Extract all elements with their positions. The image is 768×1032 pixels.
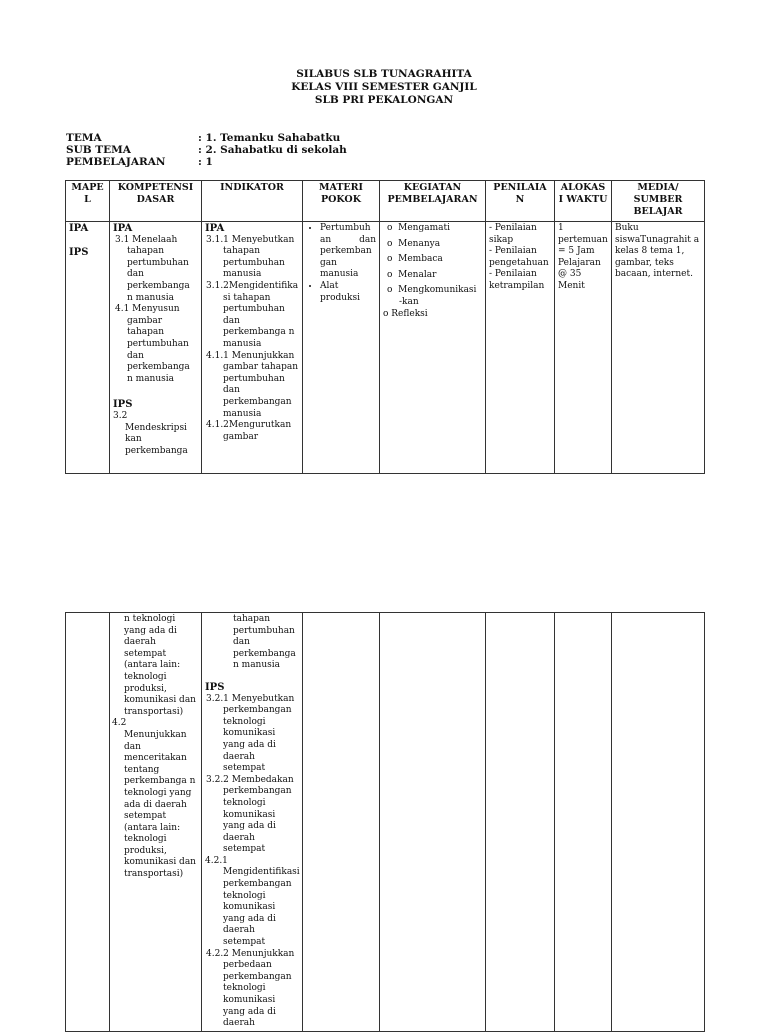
penilaian-item: - Penilaian ketrampilan (489, 269, 545, 291)
indikator-item: 3.2.2 Membedakan perkembangan teknologi komunikasi yang ada di daerah setempat (206, 774, 294, 855)
indikator-item: 3.1.2Mengidentifika si tahapan pertumbuhan dan perkembanga n manusia (206, 280, 299, 349)
indikator-item: 4.1.2Mengurutkan gambar (206, 420, 292, 442)
title-line: KELAS VIII SEMESTER GANJIL (291, 81, 477, 93)
header-row (66, 181, 705, 222)
kd-ips-heading: IPS (113, 399, 133, 411)
header-materi: MATERI POKOK (303, 181, 380, 222)
indikator-item: 3.2.1 Menyebutkan perkembangan teknologi komunikasi yang ada di daerah setempat (206, 693, 295, 774)
meta-value: : 1 (198, 156, 213, 168)
media-cell: Buku siswaTunagrahit a kelas 8 tema 1, gambar, teks bacaan, internet. (612, 222, 705, 474)
kegiatan-item: o Menalar (387, 269, 437, 280)
alokasi-cell (555, 613, 612, 1032)
header-mapel: MAPE L (66, 181, 110, 222)
indikator-item: Mengidentifikasi perkembangan teknologi komunikasi yang ada di daerah setempat (223, 867, 300, 948)
theme-info (66, 132, 347, 168)
mapel-cell (66, 613, 110, 1032)
penilaian-item: - Penilaian pengetahuan (489, 246, 549, 268)
table-row (66, 613, 705, 1032)
mapel-ipa: IPA (69, 223, 89, 234)
header-indikator: INDIKATOR (202, 181, 303, 222)
penilaian-item: - Penilaian sikap (489, 223, 537, 245)
indikator-item: tahapan pertumbuhan dan perkembanga n manusia (233, 614, 296, 671)
ind-ipa-heading: IPA (205, 223, 225, 234)
meta-key: TEMA (66, 132, 102, 144)
kegiatan-cell (380, 222, 486, 474)
kd-item: 4.1 Menyusun gambar tahapan pertumbuhan dan perkembanga n manusia (115, 304, 190, 384)
indikator-cell (202, 222, 303, 474)
kd-item: Mendeskripsi kan perkembanga (125, 422, 188, 456)
materi-cell (303, 613, 380, 1032)
indikator-item: 4.1.1 Menunjukkan gambar tahapan pertumbuhan dan perkembangan manusia (206, 350, 299, 419)
materi-item: • Pertumbuh an dan perkemban gan manusia (320, 223, 376, 281)
kd-number: 4.2 (112, 718, 127, 729)
header-penilaian: PENILAIA N (486, 181, 555, 222)
kegiatan-item: o Mengamati (387, 223, 451, 233)
indikator-item: 3.1.1 Menyebutkan tahapan pertumbuhan manusia (206, 234, 295, 280)
indikator-item: 4.2.2 Menunjukkan perbedaan perkembangan teknologi komunikasi yang ada di daerah (206, 948, 295, 1029)
kegiatan-cell (380, 613, 486, 1032)
kd-cell (110, 222, 202, 474)
mapel-ips: IPS (69, 246, 89, 258)
alokasi-cell: 1 pertemuan = 5 Jam Pelajaran @ 35 Menit (555, 222, 612, 474)
materi-cell (303, 222, 380, 474)
kd-item: Menunjukkan dan menceritakan tentang perkembanga n teknologi yang ada di daerah setempat (antara lain: teknologi produksi, komunikasi dan transportasi) (124, 729, 196, 880)
kd-cell (110, 613, 202, 1032)
indikator-number: 4.2.1 (205, 855, 228, 866)
title-line: SILABUS SLB TUNAGRAHITA (296, 68, 472, 80)
header-kegiatan: KEGIATAN PEMBELAJARAN (380, 181, 486, 222)
table-row (66, 222, 705, 474)
header-kd: KOMPETENSI DASAR (110, 181, 202, 222)
meta-key: SUB TEMA (66, 144, 131, 156)
header-media: MEDIA/ SUMBER BELAJAR (612, 181, 705, 222)
kd-ips-number: 3.2 (113, 410, 128, 421)
syllabus-table-page2 (65, 612, 705, 1032)
mapel-cell (66, 222, 110, 474)
penilaian-cell (486, 613, 555, 1032)
meta-key: PEMBELAJARAN (66, 156, 166, 168)
kegiatan-item: o Membaca (387, 254, 443, 265)
kegiatan-item: o Mengkomunikasi -kan (387, 285, 477, 307)
meta-value: : 1. Temanku Sahabatku (198, 132, 341, 144)
title-line: SLB PRI PEKALONGAN (314, 94, 454, 106)
kegiatan-item: o Refleksi (383, 308, 428, 319)
penilaian-cell (486, 222, 555, 474)
kd-ipa-heading: IPA (113, 223, 133, 234)
syllabus-title (0, 68, 768, 107)
ind-ips-heading: IPS (205, 681, 225, 693)
syllabus-table-page1 (65, 180, 705, 474)
kd-item: 3.1 Menelaah tahapan pertumbuhan dan perkembanga n manusia (115, 234, 190, 303)
meta-value: : 2. Sahabatku di sekolah (198, 144, 347, 156)
header-alokasi: ALOKAS I WAKTU (555, 181, 612, 222)
indikator-cell (202, 613, 303, 1032)
media-cell (612, 613, 705, 1032)
kegiatan-item: o Menanya (387, 238, 441, 249)
kd-item: n teknologi yang ada di daerah setempat (antara lain: teknologi produksi, komunikasi dan transportasi) (124, 614, 196, 717)
materi-item: • Alat produksi (320, 281, 376, 304)
